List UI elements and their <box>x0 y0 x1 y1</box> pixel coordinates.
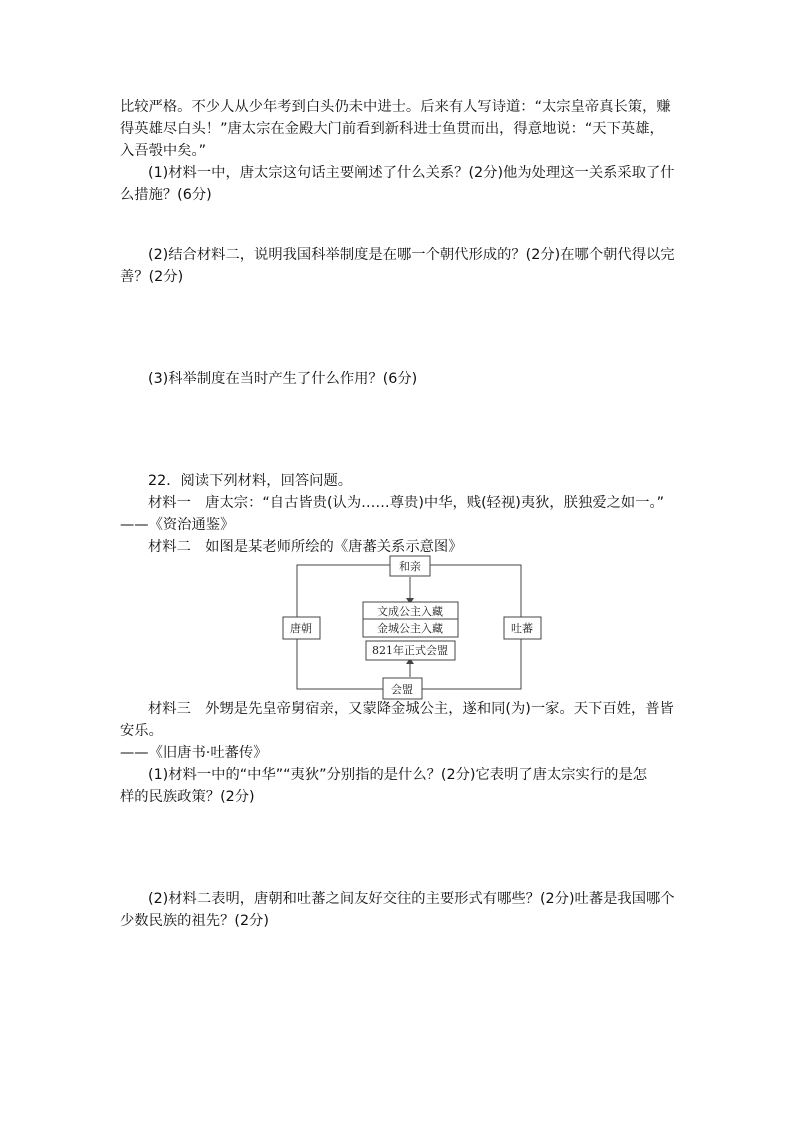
question-2-line2: 善？(2分) <box>120 269 184 285</box>
s22-question-2-line2: 少数民族的祖先？(2分) <box>120 913 269 929</box>
material-1-source: ——《资治通鉴》 <box>120 517 235 533</box>
p1-line1: 比较严格。不少人从少年考到白头仍未中进士。后来有人写诗道：“太宗皇帝真长策，赚 <box>120 99 671 115</box>
section-22-title: 22．阅读下列材料，回答问题。 <box>148 473 353 489</box>
question-3-line1: (3)科举制度在当时产生了什么作用？(6分) <box>148 371 418 387</box>
label-tubo: 吐蕃 <box>511 622 533 635</box>
material-1: 材料一 唐太宗：“自古皆贵(认为……尊贵)中华，贱(轻视)夷狄，朕独爱之如一。” <box>148 495 665 511</box>
material-2: 材料二 如图是某老师所绘的《唐蕃关系示意图》 <box>148 539 463 555</box>
label-jincheng: 金城公主入藏 <box>377 622 443 635</box>
label-huimeng: 会盟 <box>391 683 413 696</box>
material-3-source: ——《旧唐书·吐蕃传》 <box>120 745 268 761</box>
question-1-line1: (1)材料一中，唐太宗这句话主要阐述了什么关系？(2分)他为处理这一关系采取了什 <box>148 165 675 181</box>
p1-line2: 得英雄尽白头！”唐太宗在金殿大门前看到新科进士鱼贯而出，得意地说：“天下英雄， <box>120 121 664 137</box>
label-821-alliance: 821年正式会盟 <box>372 644 448 657</box>
material-3-line2: 安乐。 <box>120 723 163 739</box>
s22-question-1-line1: (1)材料一中的“中华”“夷狄”分别指的是什么？(2分)它表明了唐太宗实行的是怎 <box>148 767 648 783</box>
s22-question-2-line1: (2)材料二表明，唐朝和吐蕃之间友好交往的主要形式有哪些？(2分)吐蕃是我国哪个 <box>148 891 675 907</box>
label-wencheng: 文成公主入藏 <box>377 605 443 618</box>
material-3-line1: 材料三 外甥是先皇帝舅宿亲，又蒙降金城公主，遂和同(为)一家。天下百姓，普皆 <box>148 701 674 717</box>
p1-line3: 入吾彀中矣。” <box>120 143 207 159</box>
s22-question-1-line2: 样的民族政策？(2分) <box>120 789 255 805</box>
question-2-line1: (2)结合材料二，说明我国科举制度是在哪一个朝代形成的？(2分)在哪个朝代得以完 <box>148 247 675 263</box>
label-tang: 唐朝 <box>290 622 312 635</box>
label-heqin: 和亲 <box>399 560 421 573</box>
question-1-line2: 么措施？(6分) <box>120 187 212 203</box>
